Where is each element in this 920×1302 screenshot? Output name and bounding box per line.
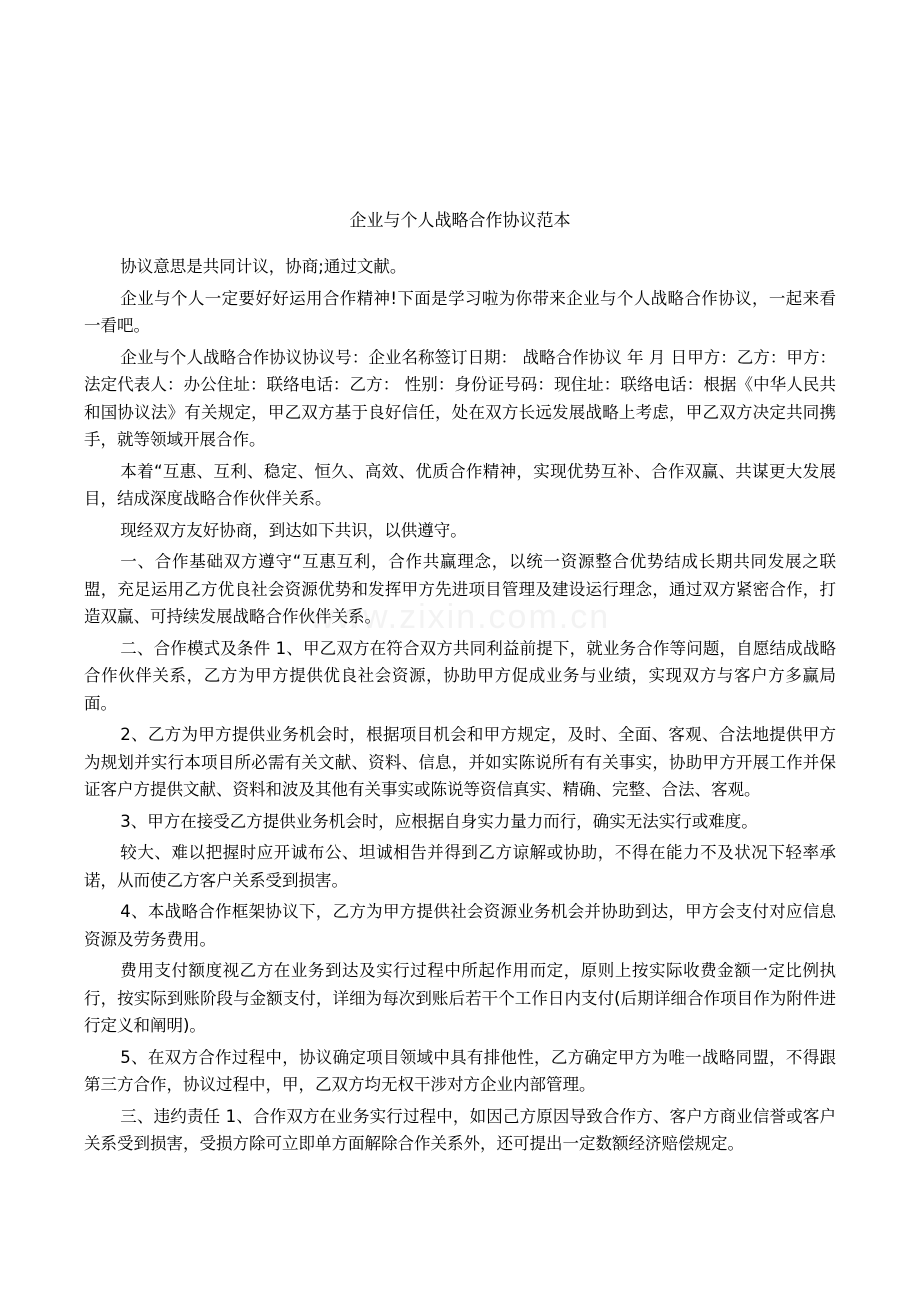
paragraph: 5、在双方合作过程中，协议确定项目领域中具有排他性，乙方确定甲方为唯一战略同盟，不得跟第三方合作，协议过程中，甲，乙双方均无权干涉对方企业内部管理。 — [84, 1047, 836, 1094]
paragraph: 2、乙方为甲方提供业务机会时，根据项目机会和甲方规定，及时、全面、客观、合法地提供甲方为规划并实行本项目所必需有关文献、资料、信息，并如实陈说所有有关事实，协助甲方开展工作并保证客户方提供文献、资料和波及其他有关事实或陈说等资信真实、精确、完整、合法、客观。 — [84, 725, 836, 799]
paragraph: 费用支付额度视乙方在业务到达及实行过程中所起作用而定，原则上按实际收费金额一定比例执行，按实际到账阶段与金额支付，详细为每次到账后若干个工作日内支付(后期详细合作项目作为附件进行定义和阐明)。 — [84, 961, 836, 1035]
paragraph: 4、本战略合作框架协议下，乙方为甲方提供社会资源业务机会并协助到达，甲方会支付对应信息资源及劳务费用。 — [84, 902, 836, 949]
paragraph: 三、违约责任 1、合作双方在业务实行过程中，如因己方原因导致合作方、客户方商业信誉或客户关系受到损害，受损方除可立即单方面解除合作关系外，还可提出一定数额经济赔偿规定。 — [84, 1106, 836, 1153]
paragraph: 协议意思是共同计议，协商;通过文献。 — [120, 257, 407, 276]
paragraph: 现经双方友好协商，到达如下共识，以供遵守。 — [120, 520, 467, 540]
document-title: 企业与个人战略合作协议范本 — [349, 211, 571, 231]
watermark: www.zixin.com.cn — [309, 598, 611, 636]
paragraph: 3、甲方在接受乙方提供业务机会时，应根据自身实力量力而行，确实无法实行或难度。 — [120, 811, 758, 831]
paragraph: 一、合作基础双方遵守“互惠互利，合作共赢理念，以统一资源整合优势结成长期共同发展之联盟，充足运用乙方优良社会资源优势和发挥甲方先进项目管理及建设运行理念，通过双方紧密合作，打造双赢、可持续发展战略合作伙伴关系。 — [84, 552, 836, 626]
document-body — [84, 253, 836, 1162]
paragraph: 较大、难以把握时应开诚布公、坦诚相告并得到乙方谅解或协助，不得在能力不及状况下轻率承诺，从而使乙方客户关系受到损害。 — [84, 843, 836, 890]
paragraph: 二、合作模式及条件 1、甲乙双方在符合双方共同利益前提下，就业务合作等问题，自愿结成战略合作伙伴关系，乙方为甲方提供优良社会资源，协助甲方促成业务与业绩，实现双方与客户方多赢局面。 — [84, 638, 836, 713]
paragraph: 企业与个人战略合作协议协议号：企业名称签订日期： 战略合作协议 年 月 日甲方：乙方：甲方：法定代表人：办公住址：联络电话：乙方： 性别：身份证号码：现住址：联络电话：根据《中华人民共和国协议法》有关规定，甲乙双方基于良好信任，处在双方长远发展战略上考虑，甲乙双方决定共同携手，就等领域开展合作。 — [84, 347, 836, 449]
paragraph: 企业与个人一定要好好运用合作精神!下面是学习啦为你带来企业与个人战略合作协议，一起来看一看吧。 — [84, 288, 836, 335]
paragraph: 本着“互惠、互利、稳定、恒久、高效、优质合作精神，实现优势互补、合作双赢、共谋更大发展目，结成深度战略合作伙伴关系。 — [84, 461, 836, 508]
